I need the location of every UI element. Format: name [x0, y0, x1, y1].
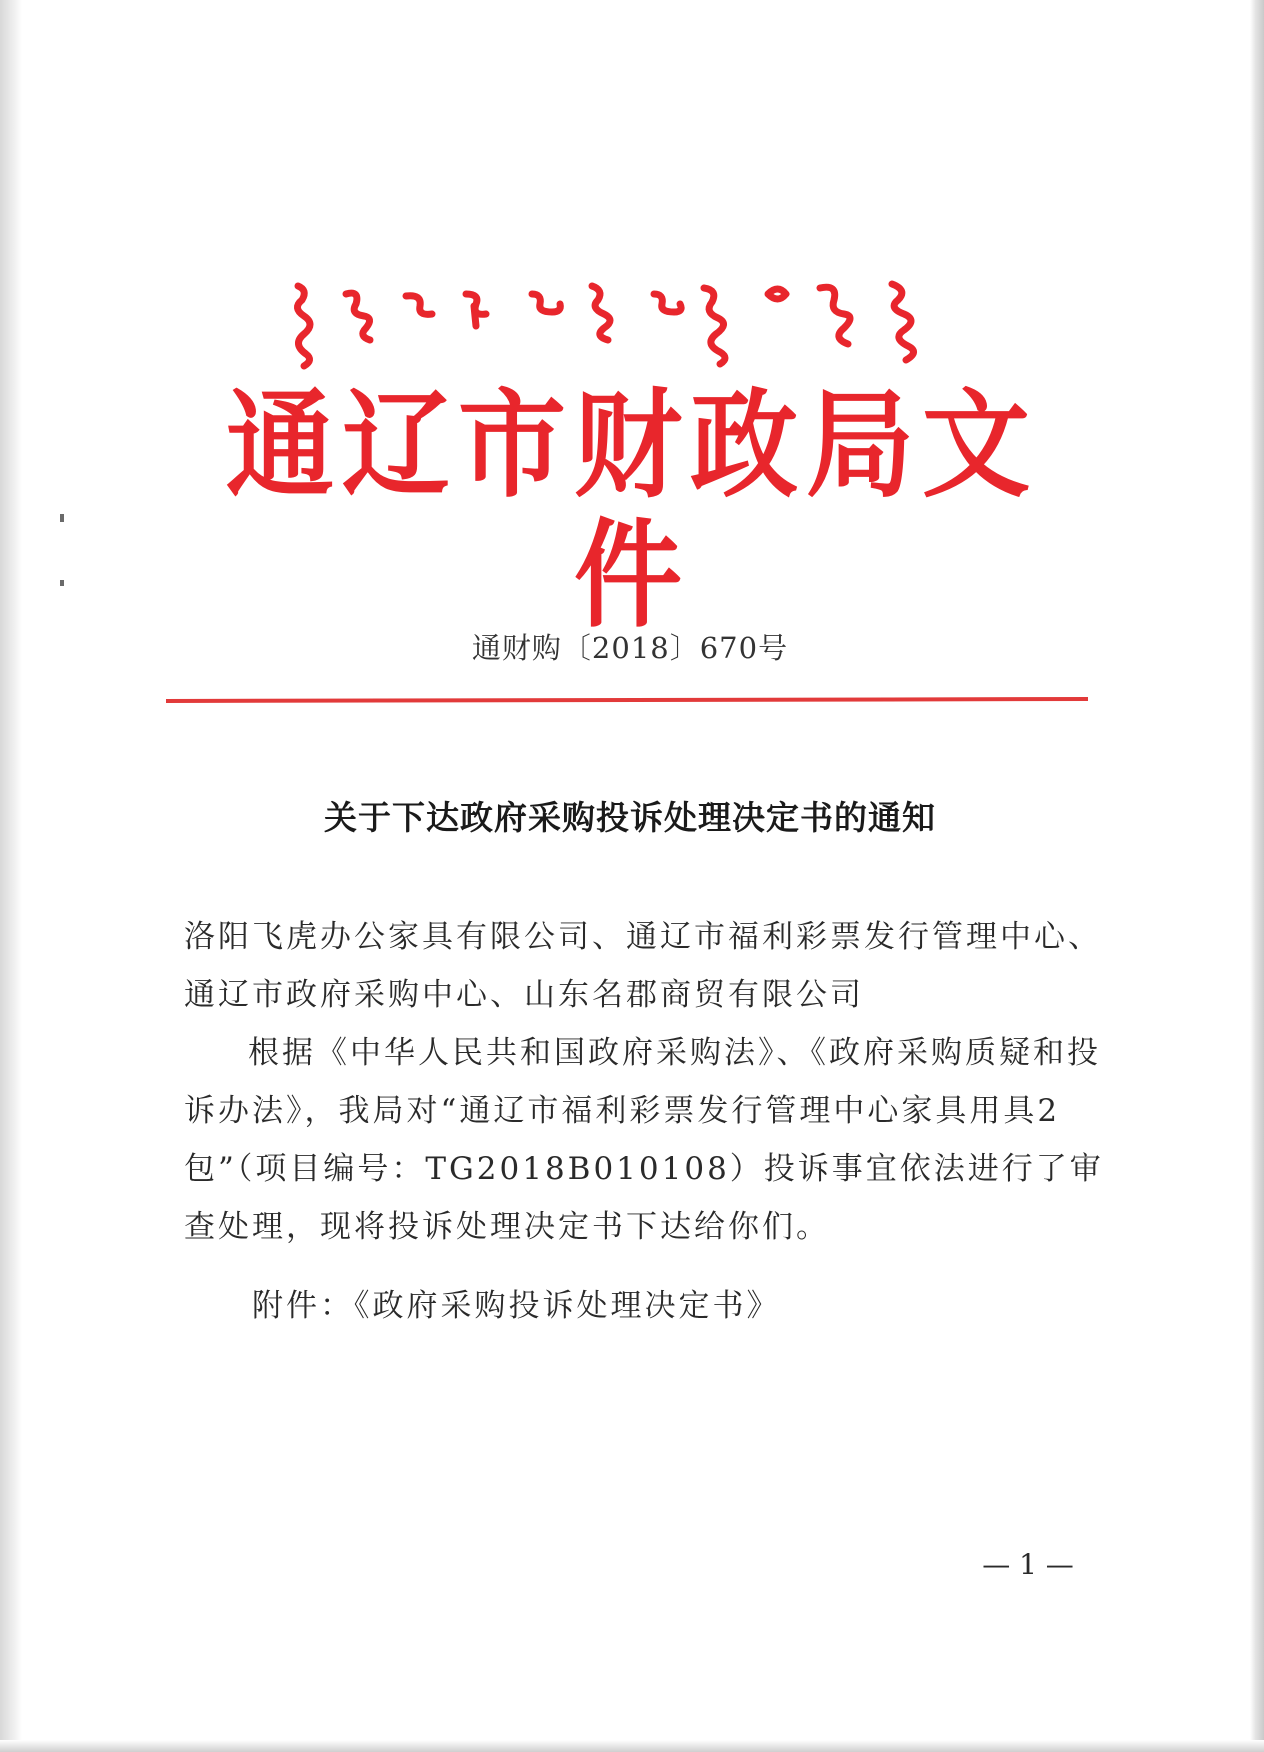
scanner-edge-right [1250, 0, 1264, 1752]
notice-title: 关于下达政府采购投诉处理决定书的通知 [324, 798, 936, 837]
issuer-masthead: 通辽市财政局文件 [225, 378, 1038, 644]
page-number: — 1 — [982, 1548, 1074, 1581]
binding-hole-mark [60, 514, 64, 522]
mongolian-script-glyphs [290, 276, 980, 372]
binding-hole-mark [60, 580, 64, 586]
red-separator-line [166, 697, 1088, 703]
scanner-edge-left [0, 0, 22, 1752]
scanner-edge-bottom [0, 1740, 1264, 1752]
document-number: 通财购〔2018〕670号 [471, 631, 789, 665]
attachment-line: 附件：《政府采购投诉处理决定书》 [252, 1288, 781, 1324]
mongolian-script-header [290, 276, 980, 372]
recipients-paragraph: 洛阳飞虎办公家具有限公司、通辽市福利彩票发行管理中心、通辽市政府采购中心、山东名郡商贸有限公司 [184, 919, 1102, 1013]
body-paragraph: 根据《中华人民共和国政府采购法》、《政府采购质疑和投诉办法》，我局对“通辽市福利彩票发行管理中心家具用具2包”（项目编号：TG2018B010108）投诉事宜依法进行了审查处理，现将投诉处理决定书下达给你们。 [184, 1035, 1104, 1245]
